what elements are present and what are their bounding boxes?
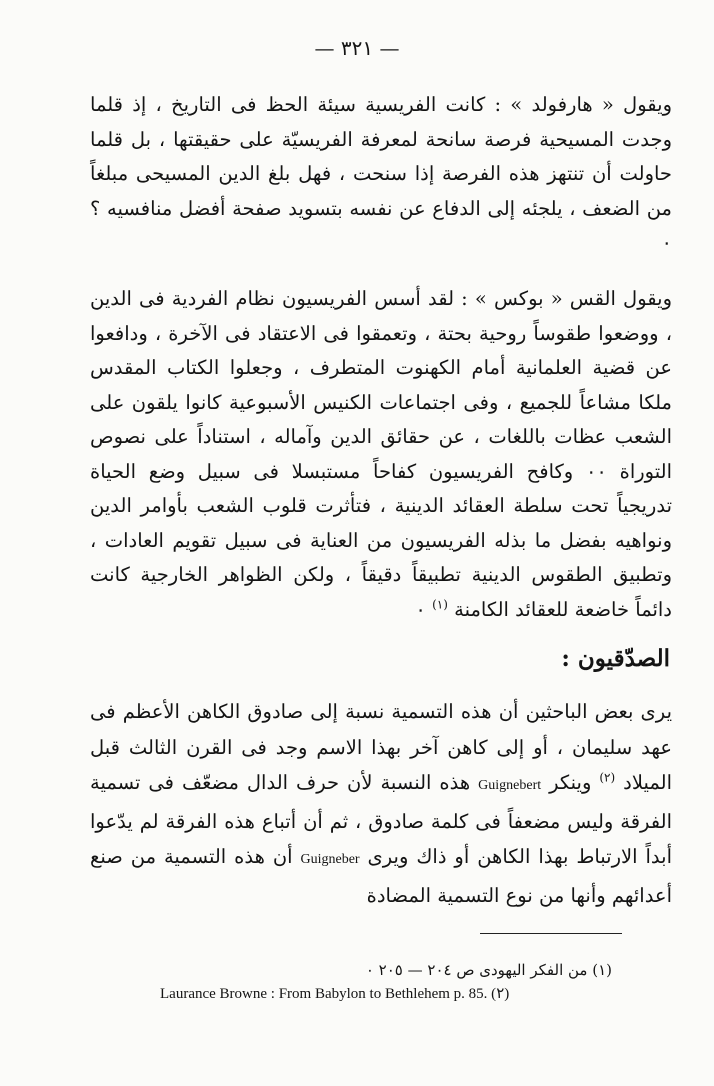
footnote-1: (١) من الفكر اليهودى ص ٢٠٤ — ٢٠٥ ٠ — [365, 961, 612, 979]
paragraph-text: ويقول « هارفولد » : كانت الفريسية سيئة الحظ فى التاريخ ، إذ قلما وجدت المسيحية فرصة سانحة لمعرفة الفريسيّة على حقيقتها ، بل قلما حاولت أن تنتهز هذه الفرصة إذا سنحت ، فهل بلغ الدين المسيحى مبلغاً من الضعف ، يلجئه إلى الدفاع عن نفسه بتسويد صفحة أفضل منافسيه ؟ ٠ — [90, 93, 672, 254]
paragraph-part-3: هذه النسبة لأن حرف الدال مضعّف فى تسمية الفرقة وليس مضعفاً فى كلمة صادوق ، ثم أن أتباع هذه الفرقة لم يدّعوا أبداً الارتباط بهذا الكاهن أو ذاك ويرى — [90, 771, 672, 868]
paragraph-part-1: يرى بعض الباحثين أن هذه التسمية نسبة إلى صادوق الكاهن الأعظم فى عهد سليمان ، أو إلى كاهن آخر بهذا الاسم وجد فى القرن الثالث قبل الميلاد — [90, 700, 672, 794]
page-number: — ٣٢١ — — [314, 36, 400, 60]
footnote-divider — [480, 933, 622, 934]
author-name-latin-2: Guigneber — [300, 852, 360, 867]
footnotes — [160, 958, 612, 1006]
paragraph-text — [90, 694, 672, 913]
paragraph-box-quote — [90, 282, 672, 627]
author-name-latin: Guignebert — [478, 778, 542, 793]
paragraph-text — [90, 282, 672, 627]
paragraph-sadducees — [90, 694, 672, 913]
footnote-2: Laurance Browne : From Babylon to Bethlehem p. 85. (٢) — [160, 986, 510, 1002]
footnote-ref-2: (٢) — [599, 770, 616, 785]
paragraph-end: ٠ — [415, 597, 433, 621]
paragraph-harfold-quote — [90, 88, 672, 261]
footnote-ref-1: (١) — [432, 597, 448, 611]
paragraph-part-2: وينكر — [541, 771, 600, 794]
paragraph-part-4: أن هذه التسمية من صنع أعدائهم وأنها من نوع التسمية المضادة — [90, 845, 672, 907]
paragraph-body: ويقول القس « بوكس » : لقد أسس الفريسيون نظام الفردية فى الدين ، ووضعوا طقوساً روحية بحتة ، وتعمقوا فى الاعتقاد فى الآخرة ، ودافعوا عن قضية العلمانية أمام الكهنوت المتطرف ، وجعلوا الكتاب المقدس ملكا مشاعاً للجميع ، وفى اجتماعات الكنيس الأسبوعية كانوا يلقون على الشعب عظات باللغات ، عن حقائق الدين وآماله ، استناداً على نصوص التوراة ٠٠ وكافح الفريسيون كفاحاً مستبسلا فى سبيل وضع الحياة تدريجياً تحت سلطة العقائد الدينية ، فتأثرت قلوب الشعب بأوامر الدين ونواهيه بفضل ما بذله الفريسيون من العناية فى سبيل تقويم العادات ، وتطبيق الطقوس الدينية تطبيقاً دقيقاً ، ولكن الظواهر الخارجية كانت دائماً خاضعة للعقائد الكامنة — [90, 287, 672, 621]
section-heading: الصدّقيون : — [561, 645, 670, 672]
